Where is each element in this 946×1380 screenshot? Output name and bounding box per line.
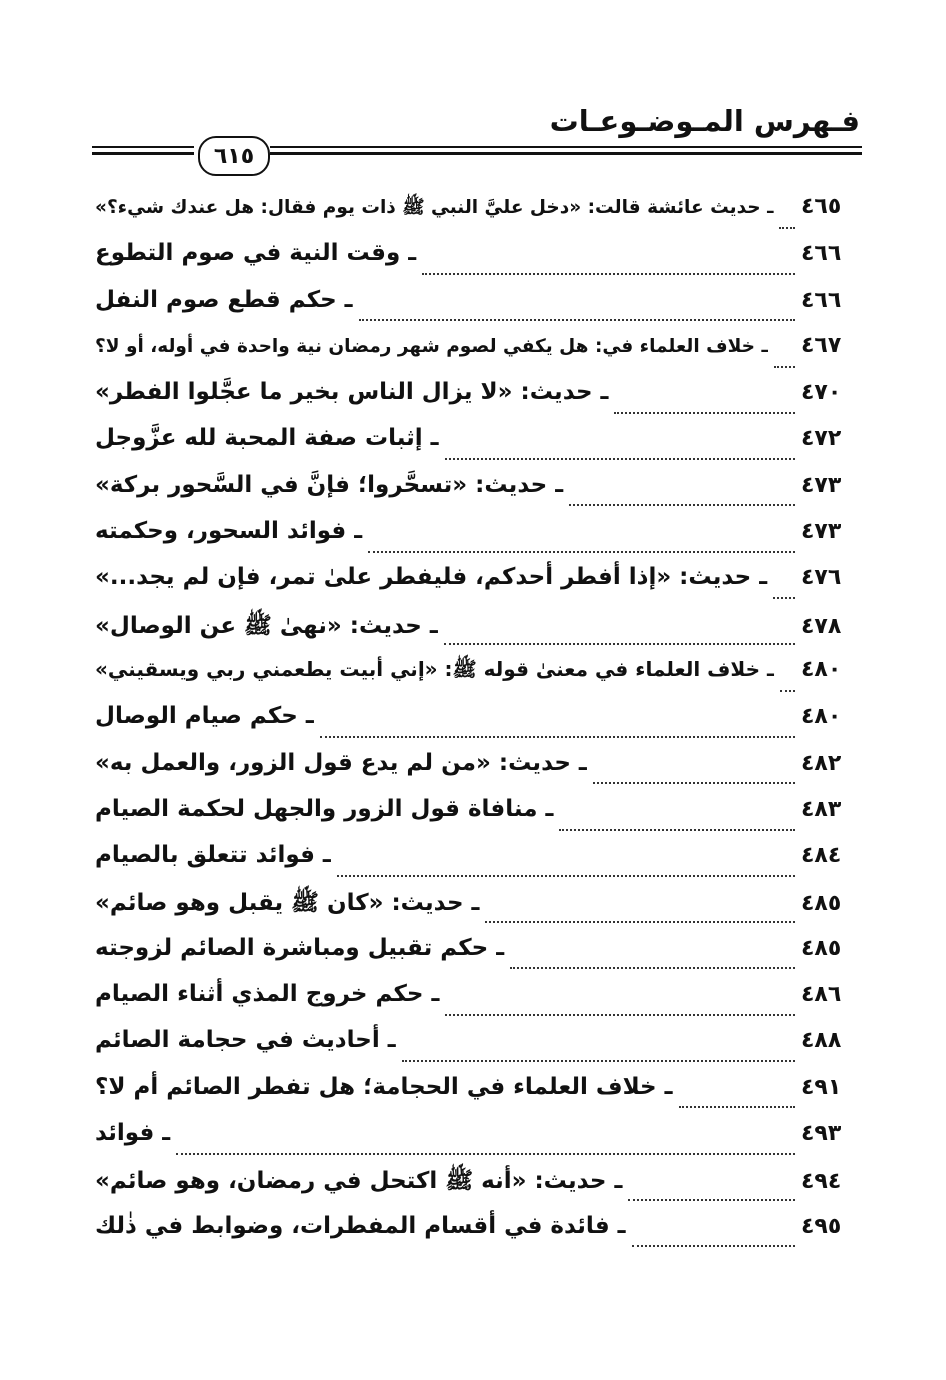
- table-of-contents: [95, 194, 855, 1259]
- dot-leader: [444, 642, 795, 645]
- dot-leader: [337, 874, 795, 877]
- header-rule-right-bottom: [270, 152, 862, 155]
- dot-leader: [773, 596, 795, 599]
- dot-leader: [632, 1244, 796, 1247]
- toc-entry: [95, 287, 855, 333]
- toc-entry: [95, 472, 855, 518]
- toc-entry-page: ٤٦٧: [801, 332, 842, 358]
- toc-entry-title: ـ منافاة قول الزور والجهل لحكمة الصيام: [95, 795, 554, 822]
- toc-entry-page: ٤٨٦: [801, 982, 842, 1008]
- toc-entry: [95, 657, 855, 703]
- toc-entry: [95, 518, 855, 564]
- header-rule-right-top: [270, 146, 862, 148]
- header-rule-left-top: [92, 146, 194, 148]
- toc-entry-page: ٤٦٦: [801, 241, 842, 267]
- toc-entry: [95, 194, 855, 240]
- toc-entry-page: ٤٧٢: [801, 426, 842, 452]
- toc-entry-page: ٤٧٨: [801, 613, 842, 639]
- toc-entry-title: ـ حديث: «لا يزال الناس بخير ما عجَّلوا الفطر»: [95, 379, 609, 406]
- toc-entry-title: ـ حديث: «كان ﷺ يقبل وهو صائم»: [95, 890, 480, 917]
- toc-entry-page: ٤٩٥: [801, 1213, 842, 1239]
- dot-leader: [422, 272, 795, 275]
- dot-leader: [359, 318, 795, 321]
- toc-entry-page: ٤٨٠: [801, 704, 842, 730]
- toc-entry-title: ـ فوائد السحور، وحكمته: [95, 518, 363, 545]
- dot-leader: [569, 503, 795, 506]
- toc-entry: [95, 981, 855, 1027]
- toc-entry: [95, 379, 855, 425]
- dot-leader: [628, 1198, 795, 1201]
- toc-entry-page: ٤٦٦: [801, 287, 842, 313]
- dot-leader: [445, 1013, 795, 1016]
- toc-entry: [95, 842, 855, 888]
- toc-entry: [95, 1166, 855, 1212]
- dot-leader: [485, 920, 795, 923]
- toc-entry-page: ٤٧٣: [801, 519, 842, 545]
- toc-entry-title: ـ حديث: «إذا أفطر أحدكم، فليفطر علىٰ تمر، فإن لم يجد...»: [95, 564, 768, 591]
- dot-leader: [614, 411, 795, 414]
- toc-entry-title: ـ فوائد تتعلق بالصيام: [95, 842, 331, 869]
- toc-entry-page: ٤٨٠: [801, 656, 842, 682]
- dot-leader: [593, 781, 795, 784]
- toc-entry: [95, 611, 855, 657]
- toc-entry: [95, 1213, 855, 1259]
- dot-leader: [559, 828, 795, 831]
- page-number-badge: ٦١٥: [198, 136, 270, 176]
- dot-leader: [774, 365, 795, 368]
- toc-entry: [95, 1027, 855, 1073]
- toc-entry-page: ٤٧٦: [801, 565, 842, 591]
- dot-leader: [780, 689, 795, 692]
- toc-entry: [95, 703, 855, 749]
- dot-leader: [679, 1105, 796, 1108]
- toc-entry-title: ـ حكم خروج المذي أثناء الصيام: [95, 981, 440, 1008]
- toc-entry-page: ٤٨٣: [801, 796, 842, 822]
- toc-entry-page: ٤٩١: [801, 1074, 842, 1100]
- dot-leader: [402, 1059, 795, 1062]
- toc-entry-page: ٤٨٨: [801, 1028, 842, 1054]
- dot-leader: [510, 966, 795, 969]
- header-rule-left-bottom: [92, 152, 194, 155]
- toc-entry: [95, 888, 855, 934]
- toc-entry-title: ـ حديث: «من لم يدع قول الزور، والعمل به»: [95, 749, 587, 776]
- toc-entry-title: ـ وقت النية في صوم التطوع: [95, 240, 417, 267]
- toc-entry-title: ـ إثبات صفة المحبة لله عزَّوجل: [95, 425, 439, 452]
- toc-entry: [95, 935, 855, 981]
- toc-entry-page: ٤٧٣: [801, 472, 842, 498]
- toc-entry-title: ـ أحاديث في حجامة الصائم: [95, 1027, 396, 1054]
- dot-leader: [320, 735, 795, 738]
- toc-entry-title: ـ خلاف العلماء في معنىٰ قوله ﷺ: «إني أبيت يطعمني ربي ويسقيني»: [95, 656, 774, 681]
- toc-entry-title: ـ حكم قطع صوم النفل: [95, 286, 353, 313]
- toc-entry-title: ـ حكم تقبيل ومباشرة الصائم لزوجته: [95, 934, 505, 961]
- toc-entry-page: ٤٨٥: [801, 935, 842, 961]
- dot-leader: [445, 457, 795, 460]
- toc-entry: [95, 564, 855, 610]
- toc-entry: [95, 1120, 855, 1166]
- toc-entry-title: ـ حديث: «تسحَّروا؛ فإنَّ في السَّحور بركة»: [95, 471, 564, 498]
- toc-entry: [95, 333, 855, 379]
- toc-entry-title: ـ فائدة في أقسام المفطرات، وضوابط في ذٰلك: [95, 1212, 626, 1239]
- toc-entry-title: ـ خلاف العلماء في الحجامة؛ هل تفطر الصائم أم لا؟: [95, 1073, 673, 1100]
- toc-entry: [95, 240, 855, 286]
- toc-entry: [95, 425, 855, 471]
- page-header-title: فـهرس المـوضـوعـات: [549, 104, 860, 138]
- toc-entry-title: ـ حديث عائشة قالت: «دخل عليَّ النبي ﷺ ذات يوم فقال: هل عندك شيء؟»: [95, 197, 774, 218]
- dot-leader: [176, 1152, 795, 1155]
- toc-entry-page: ٤٩٤: [801, 1169, 842, 1195]
- toc-entry: [95, 750, 855, 796]
- toc-entry-page: ٤٨٤: [801, 843, 842, 869]
- toc-entry-title: ـ حديث: «أنه ﷺ اكتحل في رمضان، وهو صائم»: [95, 1168, 623, 1195]
- toc-entry-page: ٤٨٢: [801, 750, 842, 776]
- dot-leader: [368, 550, 795, 553]
- dot-leader: [779, 226, 795, 229]
- toc-entry-page: ٤٦٥: [801, 194, 842, 219]
- toc-entry-page: ٤٩٣: [801, 1120, 842, 1146]
- toc-entry-title: ـ حكم صيام الوصال: [95, 703, 314, 730]
- toc-entry-title: ـ خلاف العلماء في: هل يكفي لصوم شهر رمضان نية واحدة في أوله، أو لا؟: [95, 335, 768, 357]
- toc-entry-title: ـ حديث: «نهىٰ ﷺ عن الوصال»: [95, 612, 438, 639]
- toc-entry: [95, 1074, 855, 1120]
- toc-entry: [95, 796, 855, 842]
- toc-entry-page: ٤٧٠: [801, 380, 842, 406]
- toc-entry-title: ـ فوائد: [95, 1119, 171, 1146]
- toc-entry-page: ٤٨٥: [801, 891, 842, 917]
